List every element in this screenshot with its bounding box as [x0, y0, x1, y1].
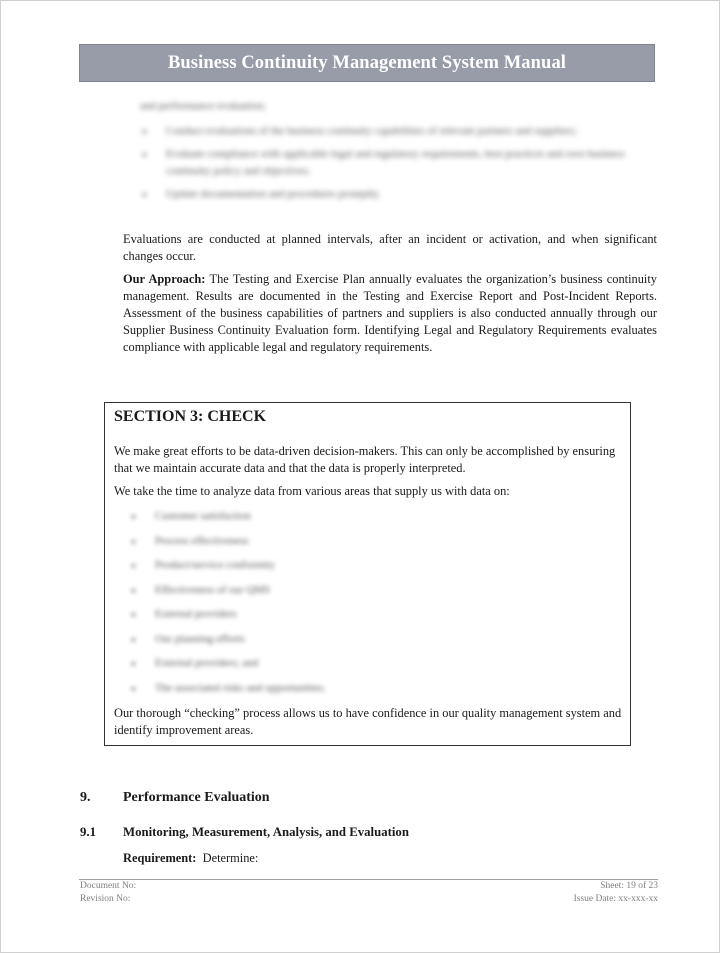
- section-9-1-title: Monitoring, Measurement, Analysis, and Evaluation: [123, 825, 409, 839]
- requirement-label: Requirement:: [123, 851, 197, 865]
- section-3-check-box: [104, 402, 631, 746]
- footer-sheet: Sheet: 19 of 23: [600, 881, 658, 891]
- footer-revision-no: Revision No:: [80, 894, 131, 904]
- evaluations-paragraph: Evaluations are conducted at planned intervals, after an incident or activation, and when significant changes occur.: [123, 232, 657, 263]
- approach-label: Our Approach:: [123, 272, 206, 286]
- check-paragraph-1: We make great efforts to be data-driven decision-makers. This can only be accomplished by ensuring that we maintain accurate data and that the data is properly interpreted.: [114, 444, 616, 475]
- blurred-bullet-list: [140, 98, 660, 209]
- blurred-list-item: ● Process effectiveness: [131, 533, 451, 558]
- blurred-data-areas-list: [131, 508, 451, 704]
- footer-issue-date: Issue Date: xx-xxx-xx: [573, 894, 658, 904]
- approach-paragraph: [123, 271, 657, 356]
- document-title: Business Continuity Management System Manual: [167, 52, 567, 73]
- blurred-list-item: ● External providers: [131, 606, 451, 631]
- approach-text: The Testing and Exercise Plan annually evaluates the organization’s business continuity management. Results are documented in the Testing and Exercise Report and Post-Incident Reports. Assessment of the business capabilities of partners and suppliers is also conducted annually through our Supplier Business Continuity Evaluation form. Identifying Legal and Regulatory Requirements evaluates compliance with applicable legal and regulatory requirements.: [123, 272, 657, 354]
- requirement-text: Determine:: [196, 851, 259, 865]
- section-9-title: Performance Evaluation: [123, 790, 270, 805]
- blurred-list-item: ● Our planning efforts: [131, 631, 451, 656]
- blurred-list-item: ● Customer satisfaction: [131, 508, 451, 533]
- footer-document-no: Document No:: [80, 881, 137, 891]
- blurred-list-item: ● Update documentation and procedures promptly.: [140, 186, 660, 203]
- blurred-list-item: ● Evaluate compliance with applicable legal and regulatory requirements, best practices and own business continuity policy and objectives;: [140, 146, 660, 180]
- blurred-lead-fragment: and performance evaluation;: [140, 100, 266, 112]
- blurred-list-item: ● External providers; and: [131, 655, 451, 680]
- section-9-1-number: 9.1: [80, 825, 96, 839]
- check-paragraph-2: We take the time to analyze data from various areas that supply us with data on:: [114, 484, 510, 498]
- blurred-list-item: ● Effectiveness of our QMS: [131, 582, 451, 607]
- section-9-number: 9.: [80, 790, 91, 805]
- blurred-list-item: ● Conduct evaluations of the business continuity capabilities of relevant partners and suppliers;: [140, 123, 660, 140]
- footer-divider: [79, 879, 658, 880]
- requirement-line: [123, 850, 657, 867]
- blurred-list-item: ● The associated risks and opportunities.: [131, 680, 451, 705]
- blurred-list-item: ● Product/service conformity: [131, 557, 451, 582]
- document-header-bar: [79, 44, 655, 82]
- check-paragraph-3: Our thorough “checking” process allows us to have confidence in our quality management system and identify improvement areas.: [114, 706, 622, 737]
- check-box-title: SECTION 3: CHECK: [114, 408, 267, 425]
